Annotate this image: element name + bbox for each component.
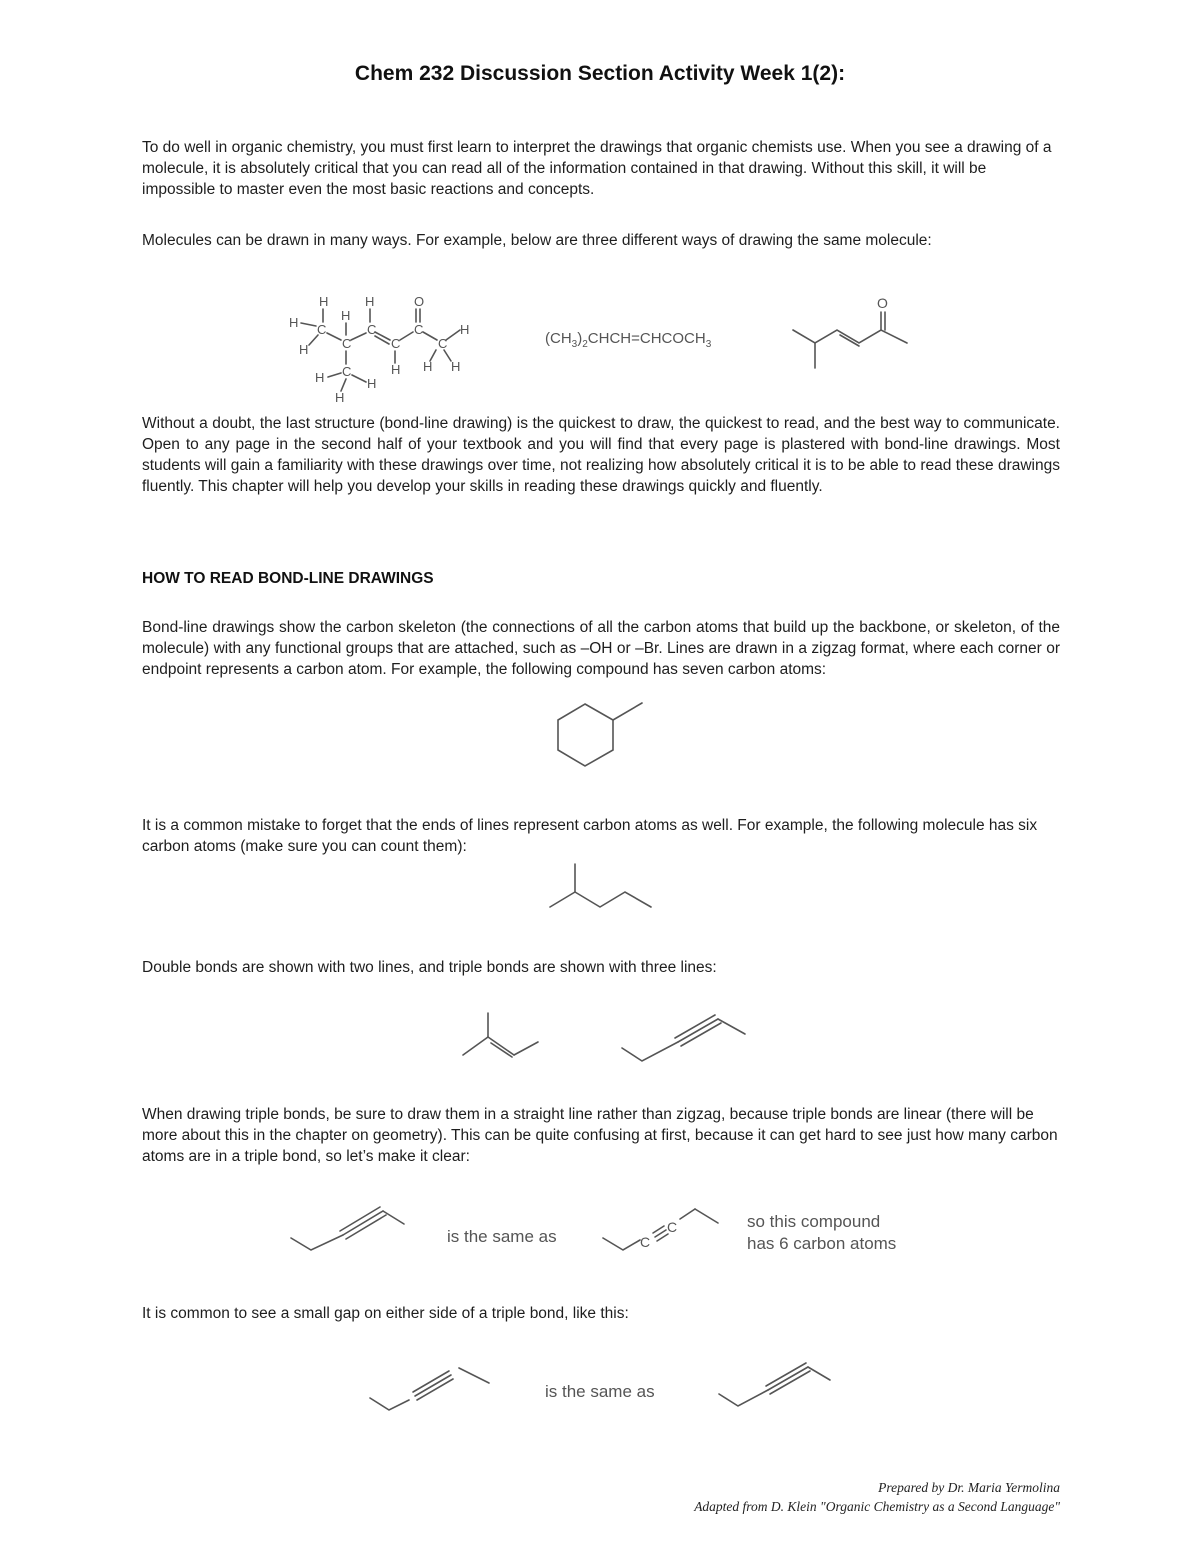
atom-h: H xyxy=(319,294,329,309)
page-title: Chem 232 Discussion Section Activity Week 1(2): xyxy=(354,62,846,85)
bondline-paragraph: Without a doubt, the last structure (bond-line drawing) is the quickest to draw, the quickest to read, and the best way to communicate. Open to any page in the second half of your textbook and you will find that every page is plastered with bond-line drawings. Most students will gain a familiarity with these drawings over time, not realizing how absolutely critical it is to be able to read these drawings fluently. This chapter will help you develop your skills in reading these drawings quickly and fluently. xyxy=(142,415,1060,495)
explicit-carbons-drawing xyxy=(600,1205,730,1255)
atom-c: C xyxy=(367,322,377,337)
atom-o: O xyxy=(877,295,888,311)
full-structure-drawing xyxy=(285,290,485,410)
atom-c: C xyxy=(317,322,327,337)
methylcyclohexane-drawing xyxy=(555,700,655,780)
linear-triple-bond-drawing xyxy=(288,1205,418,1255)
section-heading: HOW TO READ BOND-LINE DRAWINGS xyxy=(142,570,434,587)
skeleton-paragraph: Bond-line drawings show the carbon skeleton (the connections of all the carbon atoms that build up the backbone, or skeleton, of the molecule) with any functional groups that are attached, such as –OH or –Br. Lines are drawn in a zigzag format, where each corner or endpoint represents a carbon atom. For example, the following compound has seven carbon atoms: xyxy=(142,619,1060,678)
note-line-2: has 6 carbon atoms xyxy=(747,1234,897,1253)
bonds-paragraph: Double bonds are shown with two lines, and triple bonds are shown with three lines: xyxy=(142,959,717,976)
ungapped-triple-bond-drawing xyxy=(716,1360,846,1420)
atom-c: C xyxy=(438,336,448,351)
double-bond-drawing xyxy=(460,1010,550,1070)
condensed-formula: $(CH_3)_2CHCH=CHCOCH_3$ xyxy=(545,330,712,350)
atom-c: C xyxy=(667,1219,678,1235)
atom-c: C xyxy=(391,336,401,351)
six-carbon-note xyxy=(747,1211,896,1255)
gap-same-as-label: is the same as xyxy=(545,1382,655,1401)
six-carbon-drawing xyxy=(545,860,665,920)
atom-h: H xyxy=(460,322,470,337)
atom-h: H xyxy=(365,294,375,309)
bondline-structure-drawing xyxy=(785,290,925,380)
atom-h: H xyxy=(289,315,299,330)
footer-prepared-by: Prepared by Dr. Maria Yermolina xyxy=(878,1480,1060,1495)
gap-paragraph: It is common to see a small gap on either side of a triple bond, like this: xyxy=(142,1305,629,1322)
atom-h: H xyxy=(367,376,377,391)
atom-c: C xyxy=(414,322,424,337)
atom-h: H xyxy=(423,359,433,374)
ends-paragraph: It is a common mistake to forget that the ends of lines represent carbon atoms as well. For example, the following molecule has six carbon atoms (make sure you can count them): xyxy=(142,817,1038,855)
atom-h: H xyxy=(315,370,325,385)
triple-bond-drawing xyxy=(618,1013,758,1073)
atom-h: H xyxy=(299,342,309,357)
atom-o: O xyxy=(414,294,425,309)
gapped-triple-bond-drawing xyxy=(367,1360,497,1420)
atom-h: H xyxy=(391,362,401,377)
atom-c: C xyxy=(342,364,352,379)
triple-paragraph: When drawing triple bonds, be sure to draw them in a straight line rather than zigzag, because triple bonds are linear (there will be more about this in the chapter on geometry). This can be quite confusing at first, because it can get hard to see just how many carbon atoms are in a triple bond, so let’s make it clear: xyxy=(142,1106,1058,1165)
atom-h: H xyxy=(341,308,351,323)
footer-adapted-from: Adapted from D. Klein "Organic Chemistry as a Second Language" xyxy=(694,1499,1060,1514)
atom-c: C xyxy=(640,1234,651,1250)
molecules-intro-paragraph: Molecules can be drawn in many ways. For example, below are three different ways of drawing the same molecule: xyxy=(142,232,932,249)
same-as-label: is the same as xyxy=(447,1227,557,1246)
atom-h: H xyxy=(451,359,461,374)
atom-c: C xyxy=(342,336,352,351)
intro-paragraph: To do well in organic chemistry, you must first learn to interpret the drawings that organic chemists use. When you see a drawing of a molecule, it is absolutely critical that you can read all of the information contained in that drawing. Without this skill, it will be impossible to master even the most basic reactions and concepts. xyxy=(142,139,1052,198)
note-line-1: so this compound xyxy=(747,1212,881,1231)
atom-h: H xyxy=(335,390,345,405)
